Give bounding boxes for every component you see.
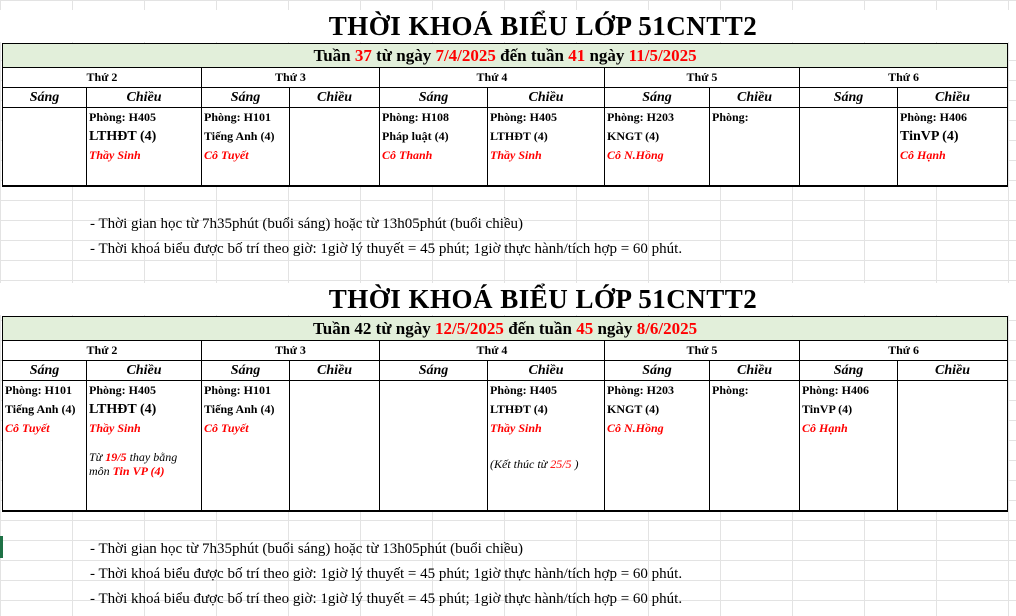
subject-cell: LTHĐT (4) [87,400,202,419]
teacher-cell: Cô N.Hồng [605,146,710,165]
teacher-cell [290,419,380,438]
room-cell: Phòng: H203 [605,108,710,128]
room-row [3,108,1008,128]
teacher-cell [290,146,380,165]
session-morning: Sáng [380,88,488,108]
room-cell [898,381,1008,401]
week-end-number: 45 [576,318,594,338]
subject-cell: LTHĐT (4) [488,127,605,146]
day-header-tue: Thứ 3 [202,68,380,88]
teacher-row [3,146,1008,165]
day-header-wed: Thứ 4 [380,341,605,361]
replacement-subject: Tin VP (4) [112,464,165,478]
week-range [3,317,1008,341]
start-date: 7/4/2025 [435,45,496,65]
week-start-number: 37 [354,45,372,65]
day-header-mon: Thứ 2 [3,341,202,361]
subject-cell: Pháp luật (4) [380,127,488,146]
session-afternoon: Chiều [898,88,1008,108]
note-row [3,438,1008,490]
room-cell: Phòng: H101 [202,108,290,128]
subject-cell [380,400,488,419]
room-cell: Phòng: H108 [380,108,488,128]
session-afternoon: Chiều [898,361,1008,381]
session-afternoon: Chiều [488,88,605,108]
teacher-cell [800,146,898,165]
to-week-label: đến tuần [503,318,577,338]
session-morning: Sáng [3,88,87,108]
room-cell: Phòng: H405 [87,108,202,128]
teacher-cell: Cô Tuyết [3,419,87,438]
room-cell: Phòng: H405 [488,381,605,401]
subject-cell: KNGT (4) [605,400,710,419]
teacher-cell [898,419,1008,438]
session-morning: Sáng [3,361,87,381]
day-header-wed: Thứ 4 [380,68,605,88]
week-range [3,44,1008,68]
monday-change-note: Từ 19/5 thay bằng môn Tin VP (4) [87,438,202,490]
session-morning: Sáng [800,88,898,108]
session-header-row [3,88,1008,108]
wednesday-end-note: (Kết thúc từ 25/5 ) [488,438,605,490]
room-cell: Phòng: H406 [898,108,1008,128]
teacher-cell [710,146,800,165]
teacher-cell [710,419,800,438]
room-cell: Phòng: H405 [488,108,605,128]
note-line: - Thời khoá biểu được bố trí theo giờ: 1giờ lý thuyết = 45 phút; 1giờ thực hành/tích hợp = 60 phút. [90,591,683,607]
room-cell [3,108,87,128]
day-header-thu: Thứ 5 [605,68,800,88]
subject-cell [898,400,1008,419]
room-cell: Phòng: H101 [202,381,290,401]
subject-cell [710,400,800,419]
session-afternoon: Chiều [87,361,202,381]
day-header-row [3,68,1008,88]
session-morning: Sáng [202,88,290,108]
teacher-cell: Thầy Sinh [488,419,605,438]
end-date: 11/5/2025 [628,45,697,65]
room-cell: Phòng: [710,108,800,128]
subject-cell: Tiếng Anh (4) [202,400,290,419]
subject-cell [290,400,380,419]
session-afternoon: Chiều [488,361,605,381]
teacher-cell [3,146,87,165]
session-afternoon: Chiều [290,361,380,381]
teacher-cell: Thầy Sinh [87,146,202,165]
to-week-label: đến tuần [495,45,569,65]
teacher-cell: Cô Thanh [380,146,488,165]
week-label: Tuần [313,45,355,65]
cell-cursor-marker [0,536,3,558]
day-header-mon: Thứ 2 [3,68,202,88]
subject-cell: Tiếng Anh (4) [3,400,87,419]
subject-row [3,127,1008,146]
end-date-label: ngày [593,318,637,338]
timetable-title-1: THỜI KHOÁ BIỂU LỚP 51CNTT2 [0,10,1016,42]
subject-cell: KNGT (4) [605,127,710,146]
room-row [3,381,1008,401]
subject-cell: LTHĐT (4) [87,127,202,146]
session-header-row [3,361,1008,381]
note-line: - Thời gian học từ 7h35phút (buổi sáng) hoặc từ 13h05phút (buổi chiều) [90,216,524,232]
room-cell: Phòng: H203 [605,381,710,401]
session-afternoon: Chiều [710,361,800,381]
room-cell: Phòng: H405 [87,381,202,401]
day-header-fri: Thứ 6 [800,68,1008,88]
timetable-2 [2,316,1008,512]
room-cell [380,381,488,401]
teacher-cell: Thầy Sinh [488,146,605,165]
session-morning: Sáng [605,361,710,381]
timetable-1 [2,43,1008,187]
from-date-label: từ ngày [371,45,436,65]
subject-row [3,400,1008,419]
end-date-label: ngày [585,45,629,65]
room-cell: Phòng: H406 [800,381,898,401]
note-line: - Thời khoá biểu được bố trí theo giờ: 1giờ lý thuyết = 45 phút; 1giờ thực hành/tích hợp = 60 phút. [90,566,683,582]
change-date: 19/5 [105,450,127,464]
session-morning: Sáng [380,361,488,381]
teacher-cell: Cô Tuyết [202,419,290,438]
session-afternoon: Chiều [87,88,202,108]
day-header-row [3,341,1008,361]
subject-cell: TinVP (4) [898,127,1008,146]
note-line: - Thời gian học từ 7h35phút (buổi sáng) hoặc từ 13h05phút (buổi chiều) [90,541,524,557]
subject-cell [710,127,800,146]
week-range-row [3,317,1008,341]
room-cell [800,108,898,128]
spacer-row [3,490,1008,511]
week-label: Tuần 42 từ ngày [312,318,435,338]
teacher-cell: Cô N.Hồng [605,419,710,438]
subject-cell [3,127,87,146]
room-cell [290,381,380,401]
room-cell [290,108,380,128]
session-morning: Sáng [605,88,710,108]
subject-cell: Tiếng Anh (4) [202,127,290,146]
session-morning: Sáng [800,361,898,381]
week-end-number: 41 [568,45,586,65]
subject-cell [800,127,898,146]
teacher-cell [380,419,488,438]
session-afternoon: Chiều [290,88,380,108]
subject-cell [290,127,380,146]
day-header-fri: Thứ 6 [800,341,1008,361]
week-range-row [3,44,1008,68]
session-morning: Sáng [202,361,290,381]
timetable-title-2: THỜI KHOÁ BIỂU LỚP 51CNTT2 [0,283,1016,315]
end-date-note: 25/5 [550,457,572,471]
day-header-tue: Thứ 3 [202,341,380,361]
teacher-cell: Cô Hạnh [800,419,898,438]
room-cell: Phòng: [710,381,800,401]
day-header-thu: Thứ 5 [605,341,800,361]
subject-cell: TinVP (4) [800,400,898,419]
end-date: 8/6/2025 [636,318,698,338]
subject-cell: LTHĐT (4) [488,400,605,419]
spacer-row [3,165,1008,186]
note-line: - Thời khoá biểu được bố trí theo giờ: 1giờ lý thuyết = 45 phút; 1giờ thực hành/tích hợp = 60 phút. [90,241,683,257]
teacher-cell: Thầy Sinh [87,419,202,438]
teacher-row [3,419,1008,438]
session-afternoon: Chiều [710,88,800,108]
start-date: 12/5/2025 [434,318,504,338]
teacher-cell: Cô Tuyết [202,146,290,165]
room-cell: Phòng: H101 [3,381,87,401]
teacher-cell: Cô Hạnh [898,146,1008,165]
